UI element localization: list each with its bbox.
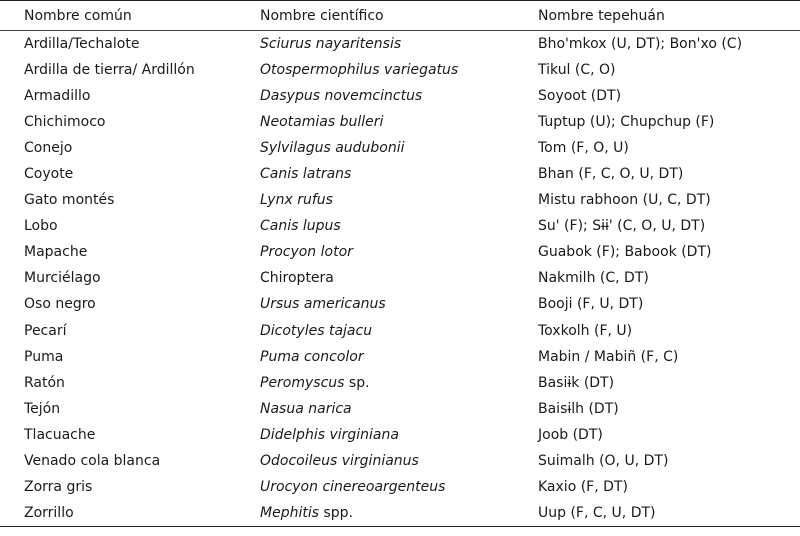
scientific-name-cell [232,239,510,265]
species-abbrev-text: spp. [319,504,353,521]
common-name-cell: Oso negro [24,296,96,313]
header-common-name: Nombre común [24,7,132,24]
scientific-name-cell [232,187,510,213]
scientific-name-cell [232,318,510,344]
tepehuan-name-cell: Guabok (F); Babook (DT) [538,244,712,261]
tepehuan-name-cell: Uup (F, C, U, DT) [538,504,656,521]
tepehuan-name-cell: Basiɨk (DT) [538,374,615,391]
scientific-name-cell [232,370,510,396]
common-name-cell: Ardilla de tierra/ Ardillón [24,61,195,78]
scientific-name-cell [232,135,510,161]
common-name-cell: Ratón [24,374,65,391]
tepehuan-name-cell: Mistu rabhoon (U, C, DT) [538,192,711,209]
table-row [0,474,800,500]
scientific-name-text: Odocoileus virginianus [260,453,419,470]
table-row [0,422,800,448]
scientific-name-text: Canis latrans [260,166,352,183]
table-row [0,31,800,57]
common-name-cell: Pecarí [24,322,67,339]
tepehuan-name-cell: Booji (F, U, DT) [538,296,644,313]
table-row [0,161,800,187]
tepehuan-name-cell: Mabin / Mabiñ (F, C) [538,348,679,365]
common-name-cell: Coyote [24,166,74,183]
table-row [0,291,800,317]
common-name-cell: Zorra gris [24,479,93,496]
scientific-name-cell [232,500,510,526]
common-name-cell: Mapache [24,244,88,261]
scientific-name-text: Sciurus nayaritensis [260,35,402,52]
tepehuan-name-cell: Bho'mkox (U, DT); Bon'xo (C) [538,35,743,52]
table-row [0,135,800,161]
table-body [0,31,800,527]
tepehuan-name-cell: Suimalh (O, U, DT) [538,453,669,470]
scientific-name-cell [232,57,510,83]
table-row [0,318,800,344]
table-header-row [0,1,800,31]
scientific-name-text: Sylvilagus audubonii [260,139,405,156]
tepehuan-name-cell: Toxkolh (F, U) [538,322,633,339]
scientific-name-cell [232,291,510,317]
species-abbrev-text: sp. [344,374,370,391]
tepehuan-name-cell: Bhan (F, C, O, U, DT) [538,166,684,183]
common-name-cell: Tejón [24,400,61,417]
table-row [0,213,800,239]
common-name-cell: Gato montés [24,192,115,209]
scientific-name-text: Procyon lotor [260,244,353,261]
table-row [0,265,800,291]
table-row [0,109,800,135]
scientific-name-text: Ursus americanus [260,296,386,313]
tepehuan-name-cell: Tuptup (U); Chupchup (F) [538,113,715,130]
table-row [0,239,800,265]
header-scientific-name: Nombre científico [260,7,384,24]
table-row [0,83,800,109]
scientific-name-cell [232,109,510,135]
scientific-name-cell [232,31,510,57]
tepehuan-name-cell: Su' (F); Sɨɨ' (C, O, U, DT) [538,218,706,235]
header-tepehuan-name: Nombre tepehuán [538,7,665,24]
table-row [0,396,800,422]
common-name-cell: Chichimoco [24,113,106,130]
table-row [0,448,800,474]
common-name-cell: Armadillo [24,87,91,104]
scientific-name-text: Lynx rufus [260,192,333,209]
common-name-cell: Puma [24,348,64,365]
common-name-cell: Ardilla/Techalote [24,35,140,52]
scientific-name-text: Didelphis virginiana [260,426,399,443]
scientific-name-cell [232,161,510,187]
scientific-name-text: Mephitis [260,504,320,521]
tepehuan-name-cell: Soyoot (DT) [538,87,622,104]
scientific-name-text: Nasua narica [260,400,352,417]
tepehuan-name-cell: Kaxio (F, DT) [538,479,628,496]
common-name-cell: Lobo [24,218,58,235]
table-row [0,500,800,526]
scientific-name-text: Chiroptera [260,270,334,287]
scientific-name-text: Peromyscus [260,374,345,391]
scientific-name-cell [232,396,510,422]
tepehuan-name-cell: Joob (DT) [538,426,603,443]
common-name-cell: Murciélago [24,270,101,287]
scientific-name-cell [232,448,510,474]
tepehuan-name-cell: Baisɨlh (DT) [538,400,619,417]
scientific-name-cell [232,83,510,109]
scientific-name-cell [232,213,510,239]
tepehuan-name-cell: Tikul (C, O) [538,61,616,78]
scientific-name-text: Dicotyles tajacu [260,322,373,339]
tepehuan-name-cell: Tom (F, O, U) [538,139,629,156]
scientific-name-cell [232,344,510,370]
table-row [0,57,800,83]
common-name-cell: Zorrillo [24,504,74,521]
scientific-name-text: Dasypus novemcinctus [260,87,423,104]
scientific-name-text: Neotamias bulleri [260,113,384,130]
common-name-cell: Tlacuache [24,426,96,443]
scientific-name-text: Canis lupus [260,218,341,235]
scientific-name-text: Otospermophilus variegatus [260,61,459,78]
table-row [0,370,800,396]
scientific-name-text: Urocyon cinereoargenteus [260,479,446,496]
scientific-name-cell [232,422,510,448]
tepehuan-name-cell: Nakmilh (C, DT) [538,270,649,287]
table-row [0,344,800,370]
table-row [0,187,800,213]
scientific-name-text: Puma concolor [260,348,364,365]
common-name-cell: Venado cola blanca [24,453,161,470]
scientific-name-cell [232,265,510,291]
scientific-name-cell [232,474,510,500]
common-name-cell: Conejo [24,139,73,156]
